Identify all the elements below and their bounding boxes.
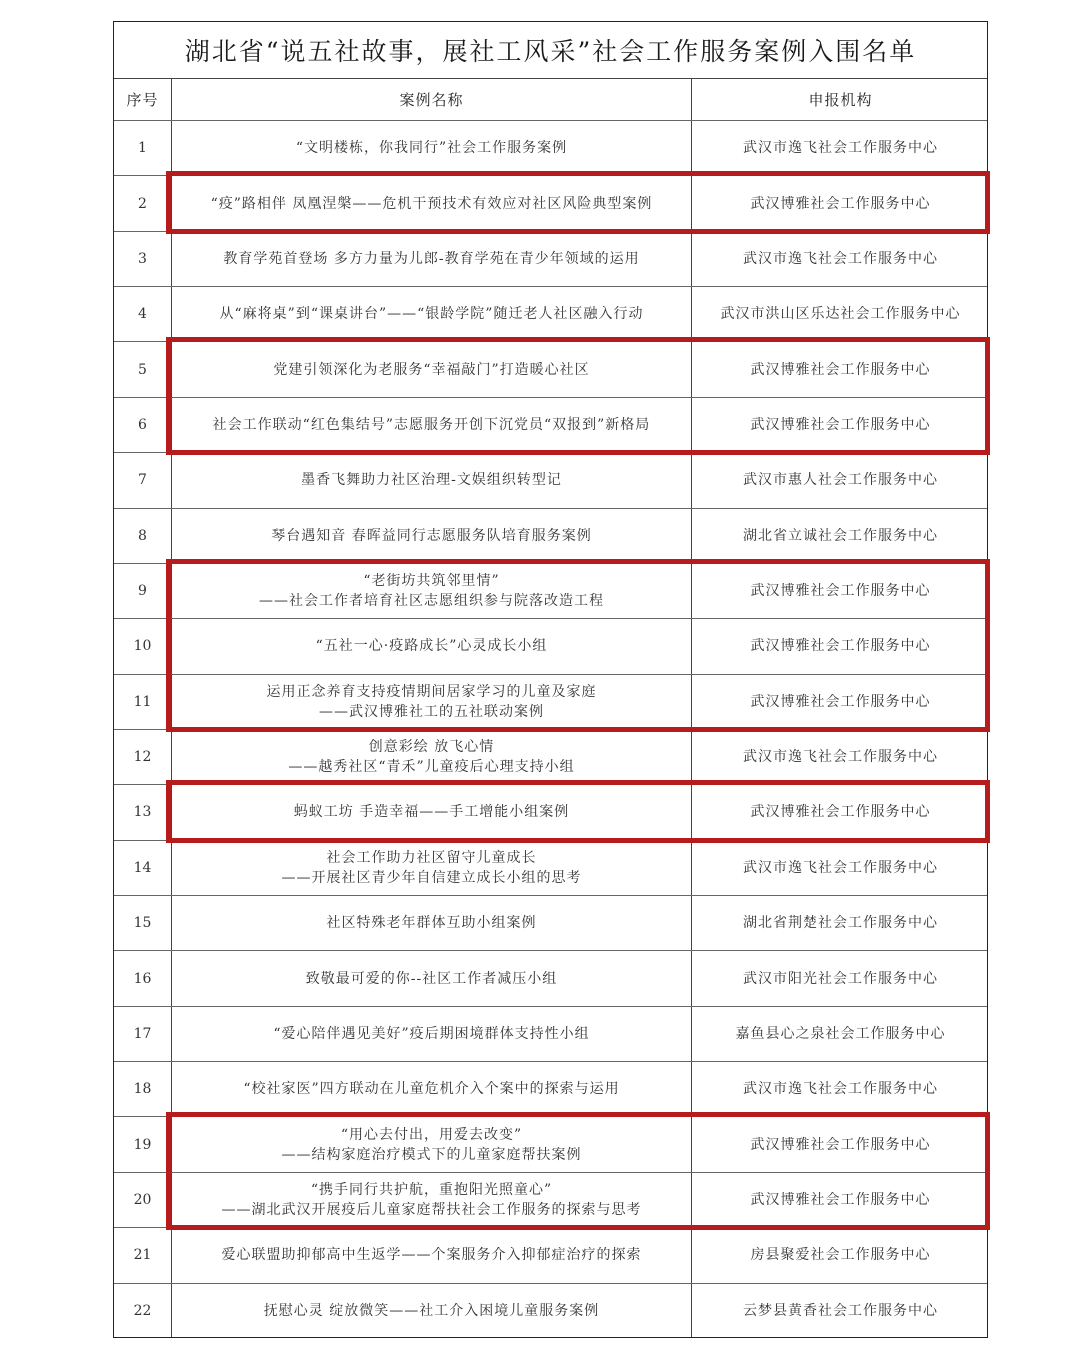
table-row bbox=[114, 176, 987, 231]
case-list-table bbox=[113, 21, 988, 1338]
row-number: 13 bbox=[133, 804, 152, 821]
case-name-line: 社区特殊老年群体互助小组案例 bbox=[326, 915, 537, 932]
case-name-line: ——越秀社区“青禾”儿童疫后心理支持小组 bbox=[288, 759, 575, 776]
table-row bbox=[114, 564, 987, 619]
table-row bbox=[114, 509, 987, 564]
case-name-line: 党建引领深化为老服务“幸福敲门”打造暖心社区 bbox=[273, 361, 590, 378]
table-row bbox=[114, 619, 987, 674]
case-name-line: ——开展社区青少年自信建立成长小组的思考 bbox=[281, 869, 582, 886]
row-number: 7 bbox=[138, 472, 147, 489]
case-name-line: ——武汉博雅社工的五社联动案例 bbox=[319, 703, 544, 720]
case-name bbox=[172, 509, 691, 563]
row-number: 1 bbox=[138, 140, 147, 157]
applicant-org: 云梦县黄香社会工作服务中心 bbox=[743, 1303, 938, 1320]
case-name-line: “五社一心·疫路成长”心灵成长小组 bbox=[315, 638, 548, 655]
table-row bbox=[114, 1117, 987, 1172]
table-header-row bbox=[114, 79, 987, 121]
applicant-org: 武汉博雅社会工作服务中心 bbox=[750, 416, 931, 433]
case-name-line: “携手同行共护航，重抱阳光照童心” bbox=[310, 1182, 553, 1198]
case-name-line: “文明楼栋，你我同行”社会工作服务案例 bbox=[295, 140, 568, 157]
case-name bbox=[172, 951, 691, 1005]
applicant-org: 房县聚爱社会工作服务中心 bbox=[750, 1247, 931, 1264]
case-name-line: 抚慰心灵 绽放微笑——社工介入困境儿童服务案例 bbox=[263, 1303, 600, 1320]
row-number: 22 bbox=[133, 1303, 152, 1320]
case-name-line: “爱心陪伴遇见美好”疫后期困境群体支持性小组 bbox=[273, 1025, 590, 1042]
table-row bbox=[114, 121, 987, 176]
table-row bbox=[114, 232, 987, 287]
applicant-org: 武汉市洪山区乐达社会工作服务中心 bbox=[720, 306, 961, 323]
case-name-line: 蚂蚁工坊 手造幸福——手工增能小组案例 bbox=[293, 804, 570, 821]
applicant-org: 武汉市逸飞社会工作服务中心 bbox=[743, 1081, 938, 1098]
header-name: 案例名称 bbox=[399, 90, 464, 109]
table-row bbox=[114, 1284, 987, 1339]
case-name-line: 运用正念养育支持疫情期间居家学习的儿童及家庭 bbox=[266, 683, 597, 700]
case-name bbox=[172, 1117, 691, 1171]
table-row bbox=[114, 398, 987, 453]
table-row bbox=[114, 1173, 987, 1228]
row-number: 10 bbox=[133, 638, 152, 655]
table-row bbox=[114, 951, 987, 1006]
case-name-line: 琴台遇知音 春晖益同行志愿服务队培育服务案例 bbox=[271, 527, 592, 544]
header-org: 申报机构 bbox=[808, 90, 873, 109]
applicant-org: 武汉博雅社会工作服务中心 bbox=[750, 583, 931, 600]
case-name bbox=[172, 1228, 691, 1282]
case-name bbox=[172, 1062, 691, 1116]
case-name bbox=[172, 730, 691, 784]
table-row bbox=[114, 342, 987, 397]
row-number: 4 bbox=[138, 306, 147, 323]
row-number: 8 bbox=[138, 527, 147, 544]
case-name bbox=[172, 232, 691, 286]
applicant-org: 武汉博雅社会工作服务中心 bbox=[750, 693, 931, 710]
case-name bbox=[172, 1007, 691, 1061]
applicant-org: 武汉市惠人社会工作服务中心 bbox=[743, 472, 938, 489]
case-name-line: 创意彩绘 放飞心情 bbox=[368, 739, 495, 756]
case-name-line: 社会工作助力社区留守儿童成长 bbox=[326, 849, 537, 866]
case-name bbox=[172, 564, 691, 618]
case-name-line: 墨香飞舞助力社区治理-文娱组织转型记 bbox=[301, 472, 562, 489]
case-name bbox=[172, 453, 691, 507]
case-name bbox=[172, 619, 691, 673]
table-row bbox=[114, 453, 987, 508]
case-name-line: “校社家医”四方联动在儿童危机介入个案中的探索与运用 bbox=[243, 1081, 620, 1098]
applicant-org: 武汉博雅社会工作服务中心 bbox=[750, 1136, 931, 1153]
case-name bbox=[172, 675, 691, 729]
case-name bbox=[172, 398, 691, 452]
table-row bbox=[114, 1007, 987, 1062]
case-name bbox=[172, 121, 691, 175]
case-name bbox=[172, 176, 691, 230]
case-name bbox=[172, 342, 691, 396]
row-number: 2 bbox=[138, 195, 147, 212]
row-number: 17 bbox=[133, 1025, 152, 1042]
table-row bbox=[114, 287, 987, 342]
case-name-line: 致敬最可爱的你--社区工作者减压小组 bbox=[305, 970, 558, 987]
applicant-org: 武汉市逸飞社会工作服务中心 bbox=[743, 859, 938, 876]
applicant-org: 武汉博雅社会工作服务中心 bbox=[750, 638, 931, 655]
case-name-line: 教育学苑首登场 多方力量为儿郎-教育学苑在青少年领域的运用 bbox=[223, 250, 640, 267]
table-row bbox=[114, 730, 987, 785]
case-name-line: 从“麻将桌”到“课桌讲台”——“银龄学院”随迁老人社区融入行动 bbox=[219, 306, 644, 323]
case-name bbox=[172, 896, 691, 950]
row-number: 18 bbox=[133, 1081, 152, 1098]
applicant-org: 武汉博雅社会工作服务中心 bbox=[750, 361, 931, 378]
row-number: 20 bbox=[133, 1192, 152, 1208]
case-name-line: “老街坊共筑邻里情” bbox=[363, 573, 500, 590]
table-row bbox=[114, 1062, 987, 1117]
case-name-line: 社会工作联动“红色集结号”志愿服务开创下沉党员“双报到”新格局 bbox=[212, 416, 651, 433]
header-no: 序号 bbox=[126, 90, 159, 109]
case-name-line: ——结构家庭治疗模式下的儿童家庭帮扶案例 bbox=[281, 1146, 582, 1163]
row-number: 9 bbox=[138, 583, 147, 600]
applicant-org: 湖北省荆楚社会工作服务中心 bbox=[743, 915, 938, 932]
case-name-line: ——社会工作者培育社区志愿组织参与院落改造工程 bbox=[259, 593, 604, 610]
case-name bbox=[172, 841, 691, 895]
row-number: 6 bbox=[138, 416, 147, 433]
row-number: 19 bbox=[133, 1136, 152, 1153]
case-name-line: 爱心联盟助抑郁高中生返学——个案服务介入抑郁症治疗的探索 bbox=[221, 1247, 642, 1264]
applicant-org: 武汉博雅社会工作服务中心 bbox=[750, 195, 931, 212]
applicant-org: 武汉市逸飞社会工作服务中心 bbox=[743, 749, 938, 766]
applicant-org: 湖北省立诚社会工作服务中心 bbox=[743, 527, 938, 544]
case-name-line: “疫”路相伴 凤凰涅槃——危机干预技术有效应对社区风险典型案例 bbox=[210, 195, 653, 212]
row-number: 12 bbox=[133, 749, 152, 766]
table-row bbox=[114, 1228, 987, 1283]
table-row bbox=[114, 785, 987, 840]
applicant-org: 武汉市阳光社会工作服务中心 bbox=[743, 970, 938, 987]
row-number: 3 bbox=[138, 250, 147, 267]
case-name-line: ——湖北武汉开展疫后儿童家庭帮扶社会工作服务的探索与思考 bbox=[221, 1202, 642, 1218]
table-row bbox=[114, 841, 987, 896]
applicant-org: 嘉鱼县心之泉社会工作服务中心 bbox=[735, 1025, 946, 1042]
applicant-org: 武汉市逸飞社会工作服务中心 bbox=[743, 250, 938, 267]
case-name bbox=[172, 1173, 691, 1227]
row-number: 14 bbox=[133, 859, 152, 876]
row-number: 15 bbox=[133, 915, 152, 932]
row-number: 16 bbox=[133, 970, 152, 987]
case-name bbox=[172, 1284, 691, 1339]
row-number: 11 bbox=[133, 693, 152, 710]
row-number: 21 bbox=[133, 1247, 152, 1264]
case-name bbox=[172, 785, 691, 839]
table-row bbox=[114, 675, 987, 730]
page-title: 湖北省“说五社故事，展社工风采”社会工作服务案例入围名单 bbox=[114, 22, 987, 79]
table-row bbox=[114, 896, 987, 951]
applicant-org: 武汉博雅社会工作服务中心 bbox=[750, 1192, 931, 1208]
case-name bbox=[172, 287, 691, 341]
case-name-line: “用心去付出，用爱去改变” bbox=[340, 1126, 523, 1143]
applicant-org: 武汉市逸飞社会工作服务中心 bbox=[743, 140, 938, 157]
applicant-org: 武汉博雅社会工作服务中心 bbox=[750, 804, 931, 821]
row-number: 5 bbox=[138, 361, 147, 378]
